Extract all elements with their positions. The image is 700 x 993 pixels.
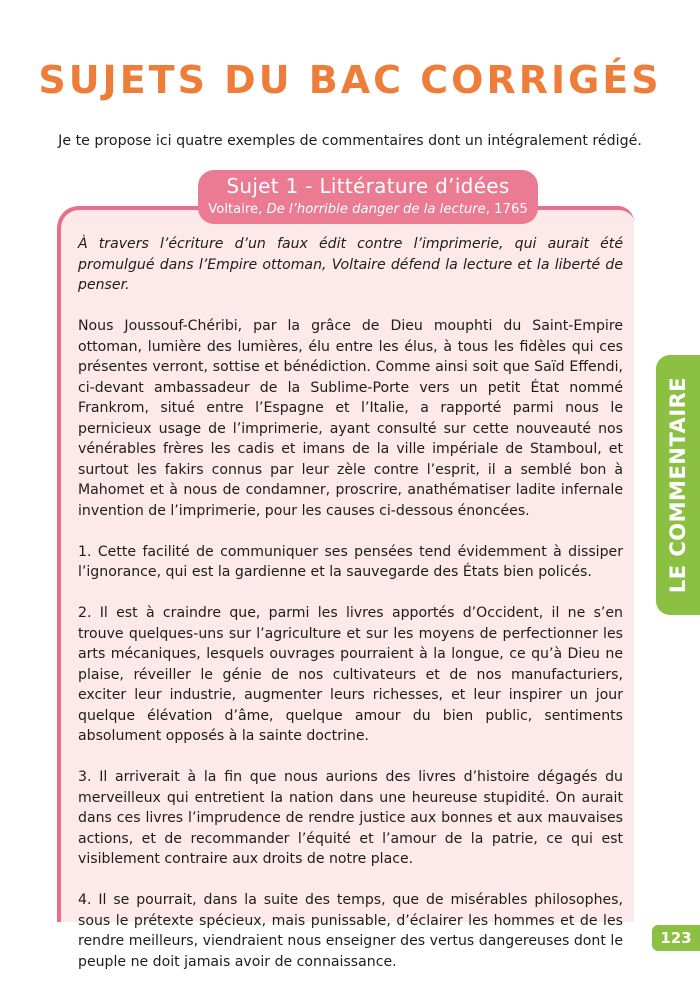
excerpt-paragraph: 3. Il arriverait à la fin que nous aurions des livres d’histoire dégagés du merveilleux qui entretient la nation dans une heureuse stupidité. On aurait dans ces livres l’imprudence de rendre justice aux bonnes et aux mauvaises actions, et de recommander l’équité et l’amour de la patrie, ce qui est visiblement contraire aux droits de notre place. <box>78 769 623 867</box>
excerpt-paragraph: 2. Il est à craindre que, parmi les livres apportés d’Occident, il ne s’en trouve quelques-uns sur l’agriculture et sur les moyens de perfectionner les arts mécaniques, lesquels ouvrages pourraient à la longue, ce qu’à Dieu ne plaise, réveiller le génie de nos cultivateurs et de nos manufacturiers, exciter leur industrie, augmenter leurs richesses, et leur inspirer un jour quelque élévation d’âme, quelque amour du bien public, sentiments absolument opposés à la sainte doctrine. <box>78 605 623 744</box>
subject-title: Sujet 1 - Littérature d’idées <box>226 174 510 198</box>
excerpt-body <box>78 234 623 993</box>
subject-year: , 1765 <box>485 202 528 217</box>
excerpt-paragraph: 1. Cette facilité de communiquer ses pensées tend évidemment à dissiper l’ignorance, qui est la gardienne et la sauvegarde des États bien policés. <box>78 543 623 580</box>
excerpt-paragraph: 4. Il se pourrait, dans la suite des temps, que de misérables philosophes, sous le prétexte spécieux, mais punissable, d’éclairer les hommes et de les rendre meilleurs, viendraient nous enseigner des vertus dangereuses dont le peuple ne doit jamais avoir de connaissance. <box>78 892 623 970</box>
subject-work: De l’horrible danger de la lecture <box>266 202 486 217</box>
excerpt-lead: À travers l’écriture d’un faux édit contre l’imprimerie, qui aurait été promulgué dans l’Empire ottoman, Voltaire défend la lecture et la liberté de penser. <box>78 236 623 293</box>
page-title: SUJETS DU BAC CORRIGÉS <box>38 58 662 102</box>
intro-text: Je te propose ici quatre exemples de commentaires dont un intégralement rédigé. <box>58 133 642 149</box>
subject-author: Voltaire, <box>208 202 263 217</box>
subject-header <box>198 170 538 224</box>
chapter-side-tab <box>656 355 700 615</box>
chapter-side-label: LE COMMENTAIRE <box>666 376 690 594</box>
excerpt-paragraph: Nous Joussouf-Chéribi, par la grâce de Dieu mouphti du Saint-Empire ottoman, lumière des lumières, élu entre les élus, à tous les fidèles qui ces présentes verront, sottise et bénédiction. Comme ainsi soit que Saïd Effendi, ci-devant ambassadeur de la Sublime-Porte vers un petit État nommé Frankrom, situé entre l’Espagne et l’Italie, a rapporté parmi nous le pernicieux usage de l’imprimerie, ayant consulté sur cette nouveauté nos vénérables frères les cadis et imans de la ville impériale de Stamboul, et surtout les fakirs connus par leur zèle contre l’esprit, il a semblé bon à Mahomet et à nous de condamner, proscrire, anathématiser ladite infernale invention de l’imprimerie, pour les causes ci-dessous énoncées. <box>78 318 623 519</box>
subject-source <box>198 200 538 220</box>
page-number: 123 <box>652 925 700 951</box>
